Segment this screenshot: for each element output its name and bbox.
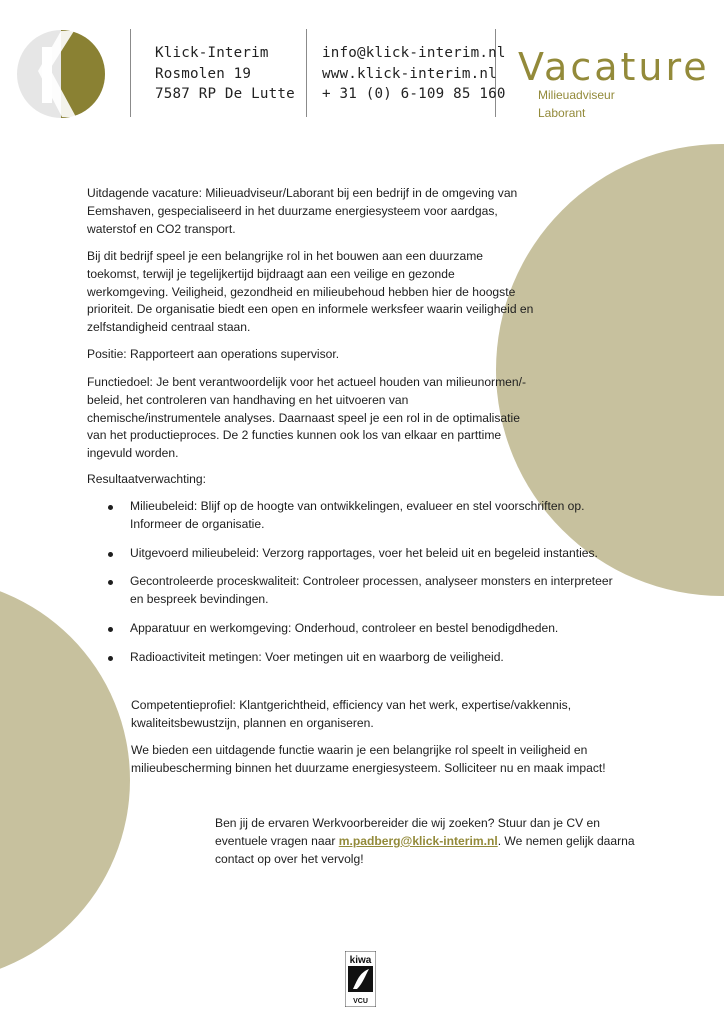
intro-paragraph: Uitdagende vacature: Milieuadviseur/Laborant bij een bedrijf in de omgeving van Eemshaven, gespecialiseerd in het duurzame energiesysteem voor aardgas, waterstof en CO2 transport. — [87, 186, 518, 236]
bullet-icon — [108, 627, 113, 632]
bullet-icon — [108, 505, 113, 510]
postal-city: 7587 RP De Lutte — [155, 86, 295, 102]
company-contact — [322, 43, 506, 105]
email-link[interactable]: info@klick-interim.nl — [322, 45, 506, 61]
cta-text: Ben jij de ervaren Werkvoorbereider die wij zoeken? Stuur dan je CV en eventuele vragen naar — [215, 816, 600, 848]
header-divider — [306, 29, 307, 117]
website-link[interactable]: www.klick-interim.nl — [322, 65, 497, 82]
bullet-icon — [108, 656, 113, 661]
competencies-paragraph: Competentieprofiel: Klantgerichtheid, efficiency van het werk, expertise/vakkennis, kwaliteitsbewustzijn, plannen en organiseren. — [131, 698, 572, 730]
list-item-text: Apparatuur en werkomgeving: Onderhoud, controleer en bestel benodigdheden. — [130, 620, 559, 635]
offer-paragraph: We bieden een uitdagende functie waarin je een belangrijke rol speelt in veiligheid en milieubescherming binnen het duurzame energiesysteem. Solliciteer nu en maak impact! — [131, 743, 606, 775]
cta-text-end: . We nemen gelijk daarna contact op over het vervolg! — [215, 833, 635, 866]
call-to-action — [215, 815, 655, 868]
header-divider — [130, 29, 131, 117]
company-address — [155, 43, 295, 105]
role-paragraph: Bij dit bedrijf speel je een belangrijke rol in het bouwen aan een duurzame toekomst, terwijl je tegelijkertijd bijdraagt aan een veilige en gezonde werkomgeving. Veiligheid, gezondheid en milieubehoud hebben hier de hoogste prioriteit. De organisatie biedt een open en informele werksfeer waarin veiligheid en zelfstandigheid centraal staan. — [87, 249, 534, 335]
phone-number[interactable]: + 31 (0) 6-109 85 160 — [322, 86, 506, 102]
street-address: Rosmolen 19 — [155, 65, 252, 82]
results-list — [87, 498, 627, 678]
list-item-text: Uitgevoerd milieubeleid: Verzorg rapportages, voer het beleid uit en begeleid instanties. — [130, 545, 598, 560]
recruiter-email-link[interactable]: m.padberg@klick-interim.nl — [338, 833, 498, 848]
results-heading: Resultaatverwachting: — [87, 472, 206, 486]
list-item — [87, 620, 627, 638]
bullet-icon — [108, 580, 113, 585]
job-subtitle — [538, 86, 615, 122]
goal-paragraph: Functiedoel: Je bent verantwoordelijk voor het actueel houden van milieunormen/-beleid, het controleren van handhaving en het uitvoeren van chemische/instrumentele analyses. Daarnaast speel je een rol in de optimalisatie van het productieproces. De 2 functies kunnen ook los van elkaar en parttime ingevuld worden. — [87, 375, 526, 461]
bullet-icon — [108, 552, 113, 557]
list-item — [87, 498, 627, 534]
list-item — [87, 545, 627, 563]
kiwa-vcu-certification-logo-icon — [345, 951, 376, 1007]
klick-interim-logo-icon — [16, 29, 106, 119]
position-paragraph: Positie: Rapporteert aan operations supervisor. — [87, 347, 340, 361]
badge-bottom-text: VCU — [353, 998, 368, 1005]
list-item — [87, 649, 627, 667]
list-item — [87, 573, 627, 609]
badge-top-text: kiwa — [349, 955, 372, 966]
list-item-text: Milieubeleid: Blijf op de hoogte van ontwikkelingen, evalueer en stel voorschriften op. Informeer de organisatie. — [130, 499, 585, 531]
list-item-text: Gecontroleerde proceskwaliteit: Controleer processen, analyseer monsters en interpreteer en bespreek bevindingen. — [130, 574, 613, 607]
list-item-text: Radioactiviteit metingen: Voer metingen uit en waarborg de veiligheid. — [130, 649, 504, 664]
job-title-line: Laborant — [538, 106, 586, 120]
page-title: Vacature — [518, 45, 710, 89]
job-title-line: Milieuadviseur — [538, 88, 615, 102]
company-name: Klick-Interim — [155, 45, 269, 61]
